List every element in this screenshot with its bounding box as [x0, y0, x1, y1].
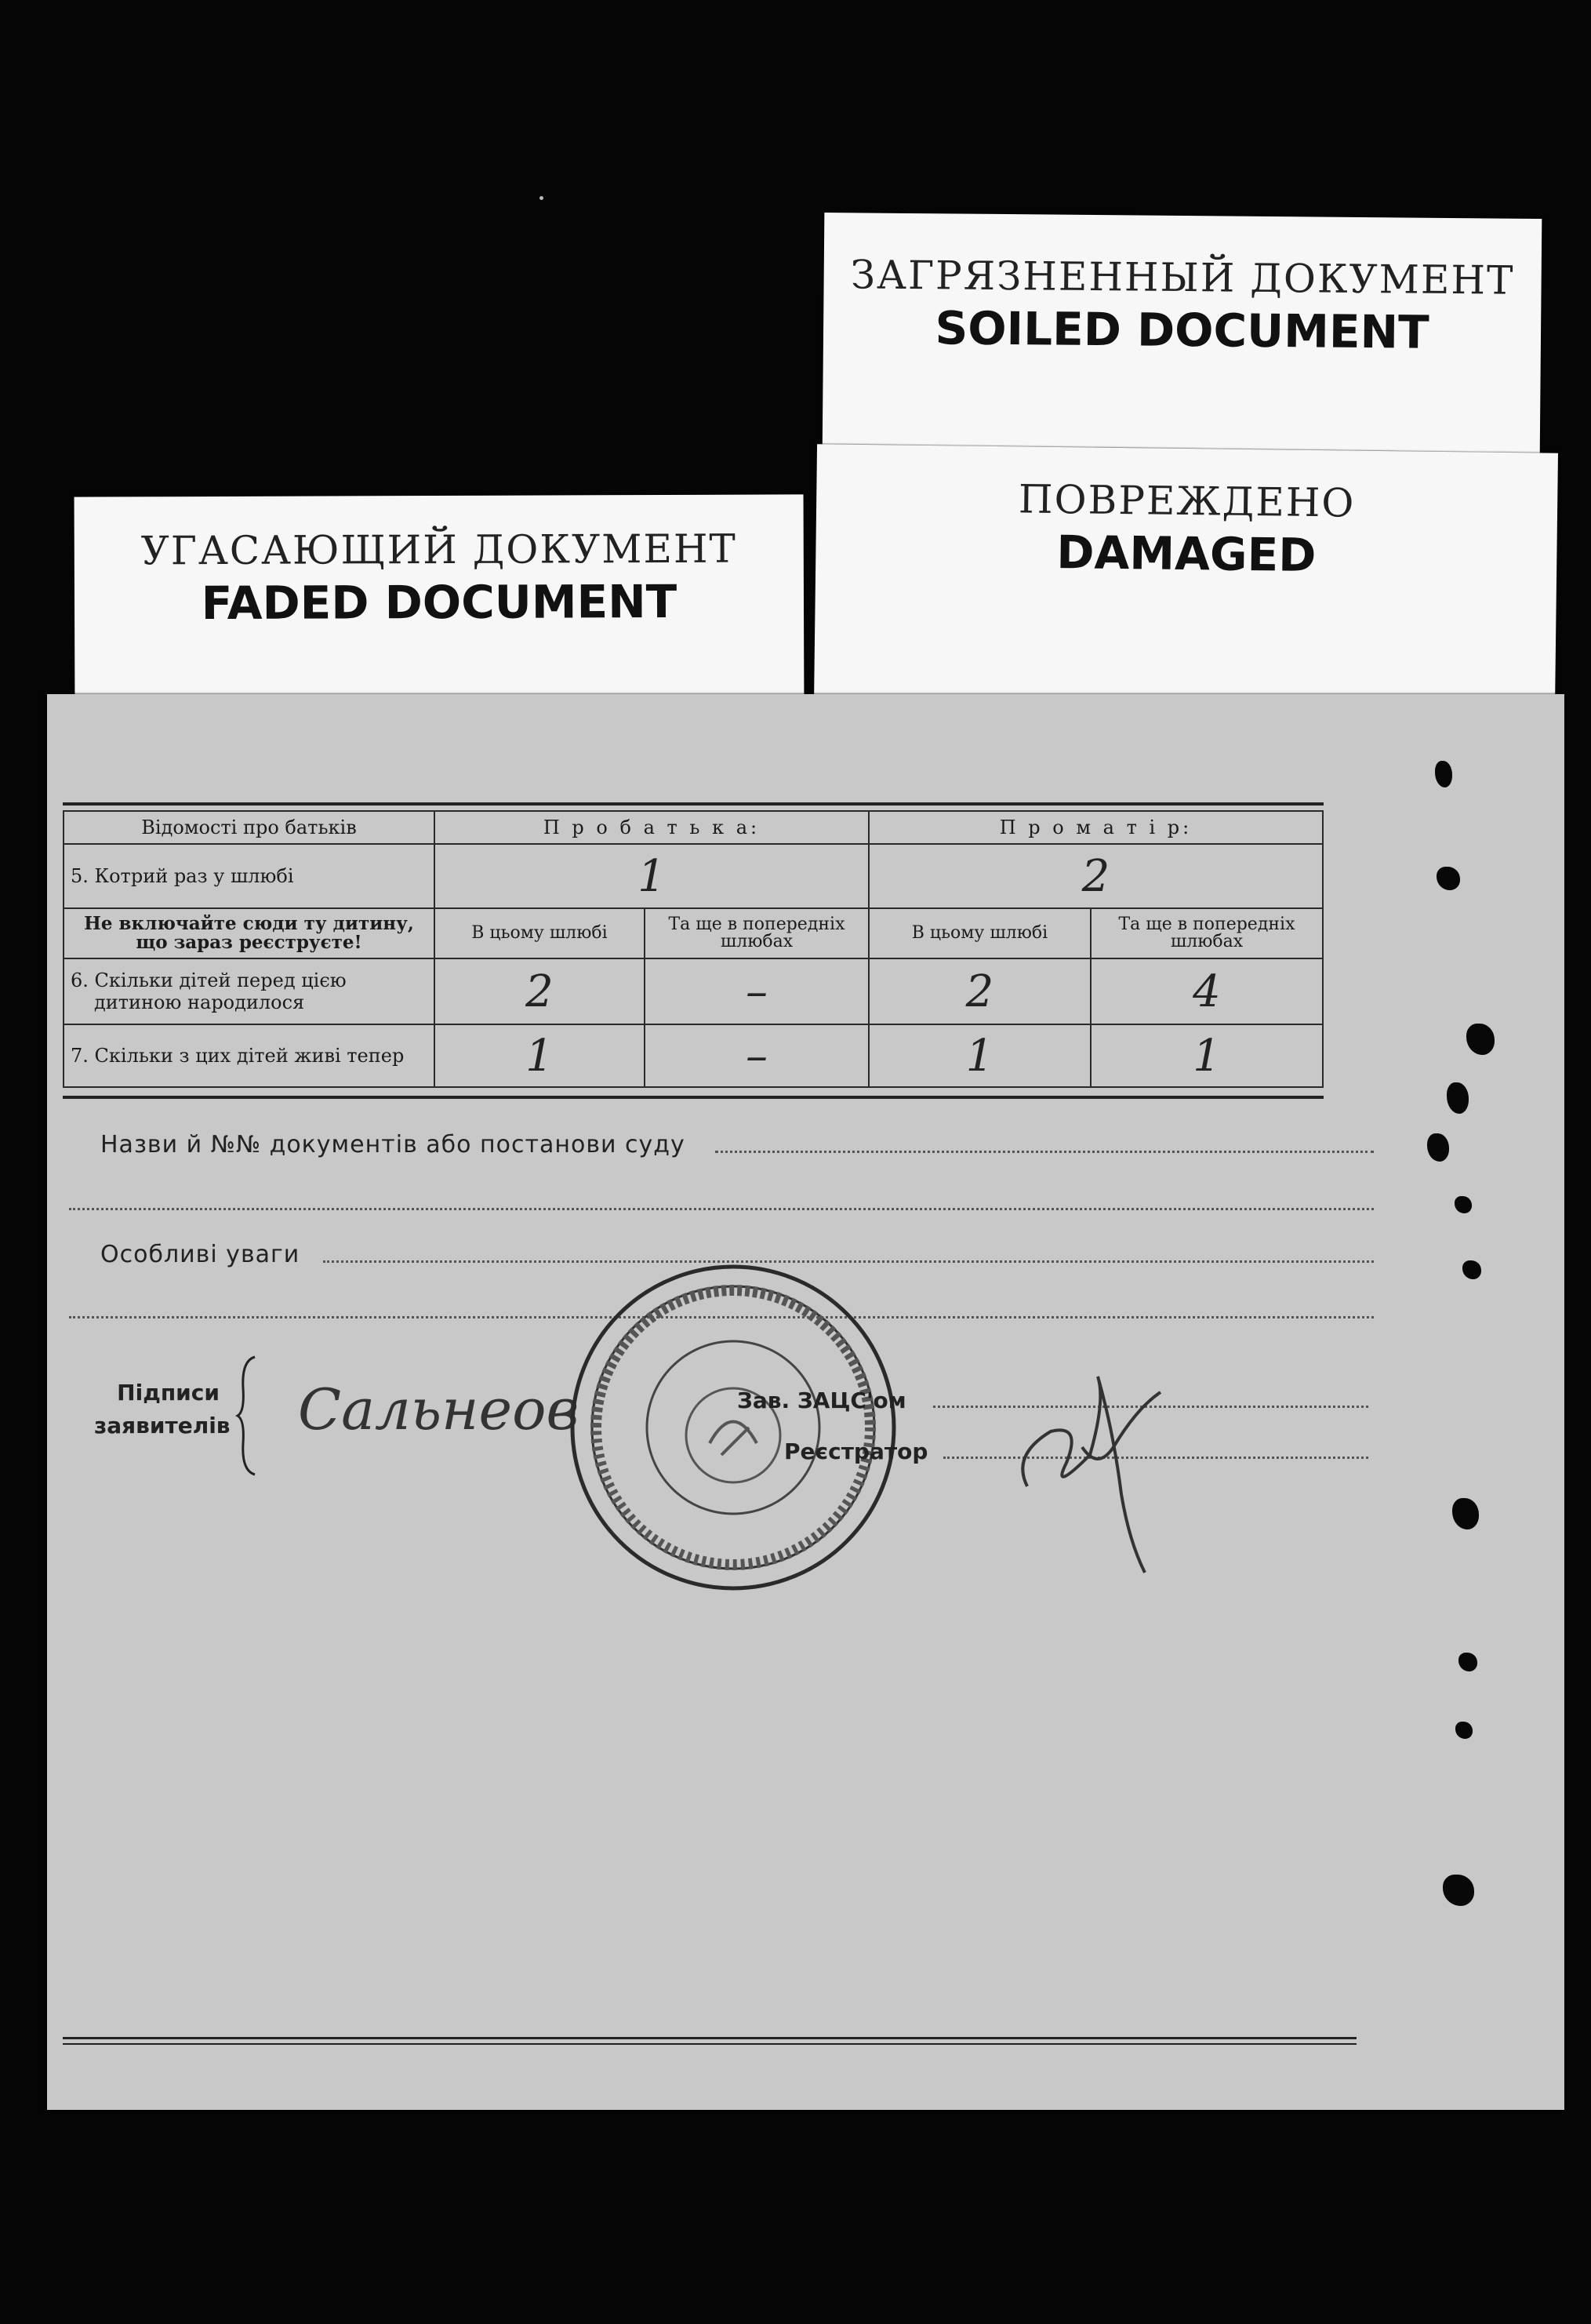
punch-hole [1458, 1653, 1477, 1671]
row6-mother-previous: 4 [1091, 958, 1323, 1024]
row7-mother-current: 1 [869, 1024, 1091, 1087]
table-row [64, 958, 1323, 1024]
faded-label-ru: УГАСАЮЩИЙ ДОКУМЕНТ [140, 526, 737, 574]
punch-hole [1447, 1082, 1469, 1114]
row7-father-current: 1 [434, 1024, 645, 1087]
header-mother: П р о м а т і р: [869, 811, 1323, 844]
dust-speck [539, 196, 543, 200]
note-line1: Не включайте сюди ту дитину, [84, 913, 414, 934]
row6-father-previous: – [645, 958, 869, 1024]
mother-current-marriage-header: В цьому шлюбі [869, 908, 1091, 958]
faded-label-en: FADED DOCUMENT [201, 574, 677, 631]
punch-hole [1435, 761, 1452, 787]
documents-dotted-line [715, 1151, 1374, 1153]
punch-hole [1455, 1196, 1472, 1213]
note-line2: що зараз реєструєте! [136, 932, 362, 953]
row5-label: 5. Котрий раз у шлюбі [64, 844, 434, 908]
father-current-marriage-header: В цьому шлюбі [434, 908, 645, 958]
page-bottom-rule-2 [63, 2043, 1357, 2045]
documents-field-label: Назви й №№ документів або постанови суду [100, 1131, 685, 1158]
row5-mother-value: 2 [869, 844, 1323, 908]
table-row [64, 844, 1323, 908]
table-header-row [64, 811, 1323, 844]
parents-info-table [63, 810, 1324, 1088]
page-bottom-rule [63, 2037, 1357, 2039]
punch-hole [1452, 1498, 1479, 1529]
row5-father-value: 1 [434, 844, 869, 908]
soiled-label-ru: ЗАГРЯЗНЕННЫЙ ДОКУМЕНТ [850, 252, 1515, 304]
applicants-line2: заявителів [94, 1413, 231, 1438]
mother-previous-line1: Та ще в попередніх [1118, 915, 1295, 934]
head-of-registry-label: Зав. ЗАЦС'ом [737, 1387, 906, 1413]
table-top-rule [63, 802, 1324, 806]
table-row [64, 1024, 1323, 1087]
punch-hole [1462, 1260, 1481, 1279]
remarks-field-label: Особливі уваги [100, 1241, 300, 1268]
punch-hole [1437, 867, 1460, 890]
father-previous-line1: Та ще в попередніх [668, 915, 845, 934]
documents-dotted-line-2 [69, 1208, 1374, 1210]
row6-mother-current: 2 [869, 958, 1091, 1024]
father-previous-line2: шлюбах [720, 932, 794, 951]
row6-label [64, 958, 434, 1024]
header-father: П р о б а т ь к а: [434, 811, 869, 844]
form-page [47, 694, 1564, 2110]
soiled-document-label [823, 213, 1542, 462]
punch-hole [1455, 1722, 1473, 1739]
applicants-line1: Підписи [117, 1380, 220, 1406]
damaged-label-en: DAMAGED [1055, 525, 1317, 583]
official-seal-stamp [565, 1259, 902, 1596]
punch-hole [1443, 1875, 1474, 1906]
father-previous-marriages-header [645, 908, 869, 958]
applicant-signature: Сальнеов [298, 1377, 579, 1442]
table-row [64, 908, 1323, 958]
row6-line1: 6. Скільки дітей перед цією [71, 969, 347, 991]
row7-father-previous: – [645, 1024, 869, 1087]
soiled-label-en: SOILED DOCUMENT [935, 301, 1429, 359]
applicants-signatures-label [94, 1377, 231, 1442]
signature-brace [235, 1353, 259, 1478]
table-bottom-rule [63, 1096, 1324, 1099]
registrar-signature-scribble [980, 1337, 1184, 1588]
row7-label: 7. Скільки з цих дітей живі тепер [64, 1024, 434, 1087]
row6-line2: дитиною народилося [94, 991, 305, 1013]
registrar-label: Реєстратор [784, 1438, 928, 1464]
punch-hole [1427, 1133, 1449, 1162]
damaged-label [814, 444, 1558, 712]
mother-previous-marriages-header [1091, 908, 1323, 958]
faded-document-label [74, 494, 805, 708]
row6-father-current: 2 [434, 958, 645, 1024]
header-parents-info: Відомості про батьків [64, 811, 434, 844]
mother-previous-line2: шлюбах [1170, 932, 1244, 951]
punch-hole [1466, 1024, 1495, 1055]
note-label [64, 908, 434, 958]
damaged-label-ru: ПОВРЕЖДЕНО [1018, 476, 1356, 526]
row7-mother-previous: 1 [1091, 1024, 1323, 1087]
